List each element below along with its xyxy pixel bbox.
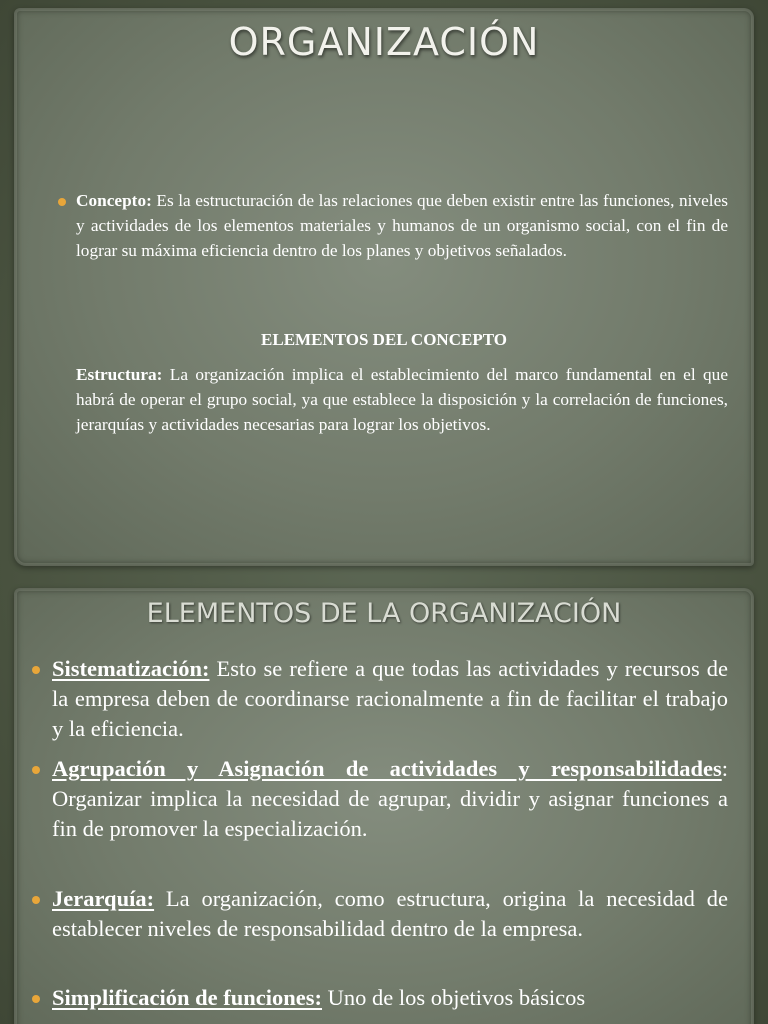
bullet-icon (32, 766, 40, 774)
item-term: Agrupación y Asignación de actividades y responsabilidades (52, 756, 722, 781)
bullet-icon (32, 666, 40, 674)
slide-elementos (14, 588, 754, 1024)
estructura-text: La organización implica el establecimiento del marco fundamental en el que habrá de operar el grupo social, ya que establece la disposición y la correlación de funciones, jerarquías y actividades necesarias para lograr los objetivos. (76, 365, 728, 434)
concepto-paragraph (76, 188, 728, 263)
item-text: La organización, como estructura, origina la necesidad de establecer niveles de responsabilidad dentro de la empresa. (52, 886, 728, 941)
estructura-paragraph (76, 362, 728, 437)
list-item (52, 654, 728, 744)
list-item (52, 983, 728, 1013)
slide-title: ORGANIZACIÓN (228, 20, 540, 64)
item-term: Simplificación de funciones: (52, 985, 323, 1010)
list-item (52, 754, 728, 844)
item-text: : Organizar implica la necesidad de agrupar, dividir y asignar funciones a fin de promover la especialización. (52, 756, 728, 841)
list-item (52, 884, 728, 944)
item-text: Esto se refiere a que todas las actividades y recursos de la empresa deben de coordinarse racionalmente a fin de facilitar el trabajo y la eficiencia. (52, 656, 728, 741)
section-subheading: ELEMENTOS DEL CONCEPTO (261, 330, 507, 349)
concepto-text: Es la estructuración de las relaciones que deben existir entre las funciones, niveles y actividades de los elementos materiales y humanos de un organismo social, con el fin de lograr su máxima eficiencia dentro de los planes y objetivos señalados. (76, 191, 728, 260)
bullet-icon (58, 198, 66, 206)
slide-organizacion (14, 8, 754, 566)
item-text: Uno de los objetivos básicos (322, 985, 586, 1010)
bullet-icon (32, 995, 40, 1003)
concepto-term: Concepto: (76, 191, 152, 210)
item-term: Sistematización: (52, 656, 210, 681)
estructura-term: Estructura: (76, 365, 163, 384)
bullet-icon (32, 896, 40, 904)
slide-title: ELEMENTOS DE LA ORGANIZACIÓN (146, 598, 622, 629)
item-term: Jerarquía: (52, 886, 155, 911)
